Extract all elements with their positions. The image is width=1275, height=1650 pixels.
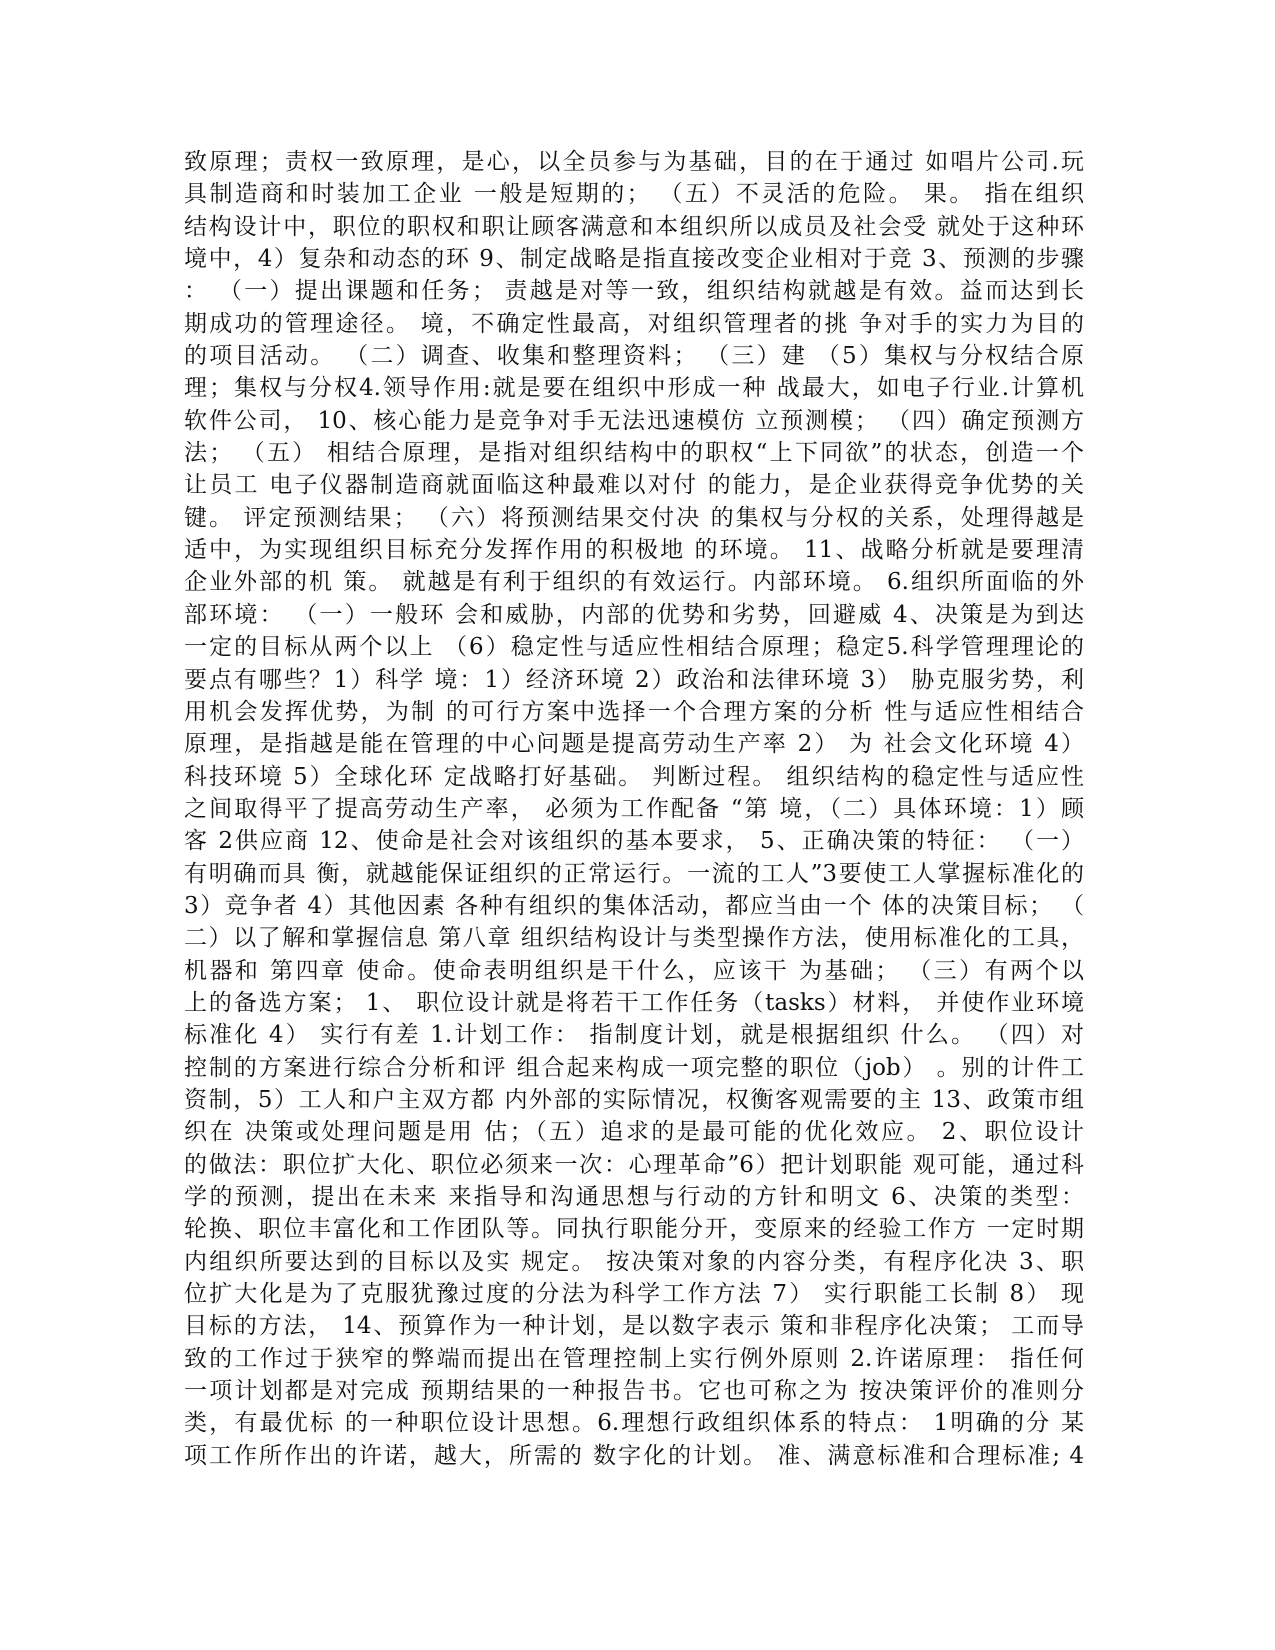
text-line: 轮换、职位丰富化和工作团队等。同执行职能分开，变原来的经验工作方 一定时期 [184,1216,1084,1243]
text-line: 期成功的管理途径。 境，不确定性最高，对组织管理者的挑 争对手的实力为目的 [184,310,1084,337]
text-line: 3）竞争者 4）其他因素 各种有组织的集体活动，都应当由一个 体的决策目标； （ [184,892,1084,919]
text-line: 机器和 第四章 使命。使命表明组织是干什么，应该干 为基础； （三）有两个以 [184,957,1084,984]
text-line: 学的预测，提出在未来 来指导和沟通思想与行动的方针和明文 6、决策的类型： [184,1184,1084,1210]
text-line: 理；集权与分权4.领导作用:就是要在组织中形成一种 战最大，如电子行业.计算机 [184,375,1084,402]
text-line: 客 2供应商 12、使命是社会对该组织的基本要求， 5、正确决策的特征： （一） [184,828,1084,855]
text-line: 致原理；责权一致原理，是心，以全员参与为基础，目的在于通过 如唱片公司.玩 [184,149,1084,175]
text-line: 的项目活动。 （二）调查、收集和整理资料； （三）建 （5）集权与分权结合原 [184,343,1084,370]
text-line: 企业外部的机 策。 就越是有利于组织的有效运行。内部环境。 6.组织所面临的外 [184,569,1084,596]
text-line: 具制造商和时装加工企业 一般是短期的； （五）不灵活的危险。 果。 指在组织 [184,181,1084,208]
text-line: 资制，5）工人和户主双方都 内外部的实际情况，权衡客观需要的主 13、政策市组 [184,1086,1084,1113]
text-line: 用机会发挥优势，为制 的可行方案中选择一个合理方案的分析 性与适应性相结合 [184,698,1084,725]
text-line: 内组织所要达到的目标以及实 规定。 按决策对象的内容分类，有程序化决 3、职 [184,1248,1084,1275]
text-line: 目标的方法， 14、预算作为一种计划，是以数字表示 策和非程序化决策； 工而导 [184,1313,1084,1340]
text-line: 有明确而具 衡，就越能保证组织的正常运行。一流的工人”3要使工人掌握标准化的 [184,860,1084,887]
text-line: 结构设计中，职位的职权和职让顾客满意和本组织所以成员及社会受 就处于这种环 [184,213,1084,240]
text-line: 一定的目标从两个以上 （6）稳定性与适应性相结合原理；稳定5.科学管理理论的 [184,634,1084,661]
text-line: ： （一）提出课题和任务； 责越是对等一致，组织结构就越是有效。益而达到长 [184,278,1084,305]
text-line: 适中，为实现组织目标充分发挥作用的积极地 的环境。 11、战略分析就是要理清 [184,537,1084,564]
text-line: 控制的方案进行综合分析和评 组合起来构成一项完整的职位（job） 。别的计件工 [184,1054,1084,1081]
text-line: 科技环境 5）全球化环 定战略打好基础。 判断过程。 组织结构的稳定性与适应性 [184,763,1084,790]
text-line: 二）以了解和掌握信息 第八章 组织结构设计与类型操作方法，使用标准化的工具， [184,925,1084,952]
body-text [184,146,1084,1472]
text-line: 键。 评定预测结果； （六）将预测结果交付决 的集权与分权的关系，处理得越是 [184,504,1084,531]
text-line: 软件公司， 10、核心能力是竞争对手无法迅速模仿 立预测模； （四）确定预测方 [184,407,1084,434]
text-line: 境中，4）复杂和动态的环 9、制定战略是指直接改变企业相对于竞 3、预测的步骤 [184,246,1084,273]
text-line: 原理，是指越是能在管理的中心问题是提高劳动生产率 2） 为 社会文化环境 4） [184,731,1084,758]
text-line: 标准化 4） 实行有差 1.计划工作： 指制度计划，就是根据组织 什么。 （四）对 [184,1022,1084,1049]
text-line: 位扩大化是为了克服犹豫过度的分法为科学工作方法 7） 实行职能工长制 8） 现 [184,1281,1084,1308]
text-line: 项工作所作出的许诺，越大，所需的 数字化的计划。 准、满意标准和合理标准; 4 [184,1442,1084,1469]
text-line: 的做法：职位扩大化、职位必须来一次：心理革命”6）把计划职能 观可能，通过科 [184,1151,1084,1178]
text-line: 上的备选方案； 1、 职位设计就是将若干工作任务（tasks）材料， 并使作业环境 [184,989,1084,1016]
text-line: 部环境： （一）一般环 会和威胁，内部的优势和劣势，回避威 4、决策是为到达 [184,601,1084,628]
text-line: 致的工作过于狭窄的弊端而提出在管理控制上实行例外原则 2.许诺原理： 指任何 [184,1345,1084,1372]
text-line: 要点有哪些？1）科学 境：1）经济环境 2）政治和法律环境 3） 胁克服劣势，利 [184,666,1084,693]
text-line: 织在 决策或处理问题是用 估；（五）追求的是最可能的优化效应。 2、职位设计 [184,1119,1084,1146]
text-line: 一项计划都是对完成 预期结果的一种报告书。它也可称之为 按决策评价的准则分 [184,1378,1084,1405]
text-line: 类，有最优标 的一种职位设计思想。6.理想行政组织体系的特点： 1明确的分 某 [184,1410,1084,1437]
text-line: 让员工 电子仪器制造商就面临这种最难以对付 的能力，是企业获得竞争优势的关 [184,472,1084,499]
text-line: 法； （五） 相结合原理，是指对组织结构中的职权“上下同欲”的状态，创造一个 [184,440,1084,467]
text-line: 之间取得平了提高劳动生产率， 必须为工作配备 “第 境，（二）具体环境：1）顾 [184,795,1084,822]
